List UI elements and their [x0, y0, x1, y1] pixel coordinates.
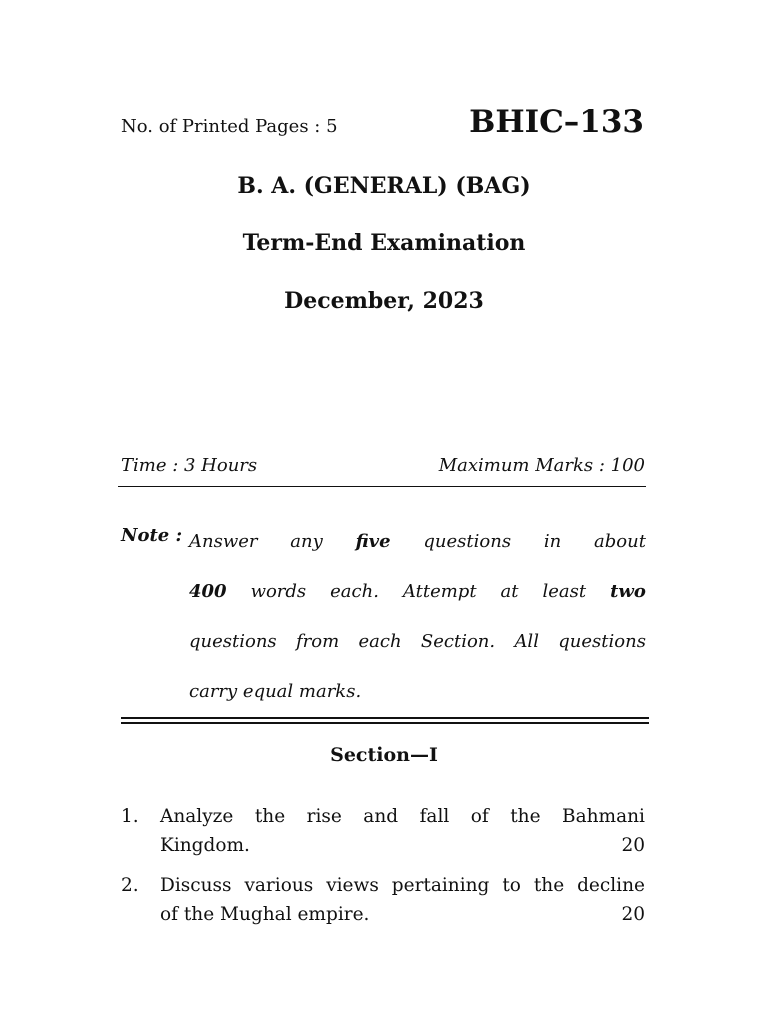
question-marks: 20: [621, 904, 645, 925]
question-word: views: [326, 875, 379, 896]
note-line-3: [189, 617, 646, 667]
double-divider: [121, 717, 649, 724]
note-word: questions: [423, 531, 512, 552]
printed-pages: No. of Printed Pages : 5: [121, 116, 338, 137]
note-line-2: [189, 567, 646, 617]
question-line: [160, 831, 645, 860]
note-word: questions: [558, 631, 646, 652]
note-word: Answer: [189, 531, 258, 552]
question-word: rise: [306, 806, 342, 827]
question-word: Bahmani: [562, 806, 645, 827]
question-word: pertaining: [391, 875, 490, 896]
exam-session: December, 2023: [284, 288, 484, 314]
note-word: each: [358, 631, 402, 652]
question-word: fall: [419, 806, 450, 827]
question-text-end: Kingdom.: [160, 835, 250, 856]
note-word-emphasis: 400: [189, 581, 227, 602]
question-line: [160, 871, 645, 900]
question-text: [160, 802, 645, 860]
note-word: in: [543, 531, 562, 552]
note-word: questions: [189, 631, 277, 652]
note-label: Note :: [121, 525, 183, 546]
question-word: the: [254, 806, 286, 827]
note-word: least: [542, 581, 587, 602]
question-number: 1.: [121, 806, 139, 827]
question-word: the: [510, 806, 541, 827]
exam-type: Term-End Examination: [242, 230, 526, 256]
question-word: and: [363, 806, 399, 827]
note-word: from: [296, 631, 340, 652]
note-word: any: [290, 531, 323, 552]
maximum-marks: Maximum Marks : 100: [438, 455, 645, 476]
question-word: to: [502, 875, 521, 896]
question-word: Discuss: [160, 875, 232, 896]
note-word-emphasis: five: [355, 531, 391, 552]
note-word: All: [514, 631, 539, 652]
question-marks: 20: [621, 835, 645, 856]
note-word: about: [594, 531, 646, 552]
note-word: Attempt: [402, 581, 477, 602]
question-word: various: [244, 875, 314, 896]
programme-title: B. A. (GENERAL) (BAG): [237, 173, 531, 199]
note-line-1: [189, 517, 646, 567]
question-word: decline: [577, 875, 645, 896]
question-line: [160, 802, 645, 831]
divider-line: [118, 486, 646, 487]
question-word: of: [470, 806, 489, 827]
note-word: at: [500, 581, 519, 602]
note-text: [189, 517, 646, 717]
question-line: [160, 900, 645, 929]
question-word: Analyze: [160, 806, 234, 827]
note-line-4: [189, 667, 646, 717]
note-word: Section.: [420, 631, 496, 652]
question-word: the: [533, 875, 565, 896]
time-allowed: Time : 3 Hours: [121, 455, 258, 476]
question-text-end: of the Mughal empire.: [160, 904, 370, 925]
question-number: 2.: [121, 875, 139, 896]
note-word-emphasis: two: [610, 581, 646, 602]
question-text: [160, 871, 645, 929]
note-word: words: [250, 581, 307, 602]
section-title: Section—I: [330, 744, 438, 766]
note-word: carry equal marks.: [189, 681, 362, 702]
paper-code: BHIC–133: [469, 104, 644, 140]
note-word: each.: [330, 581, 379, 602]
